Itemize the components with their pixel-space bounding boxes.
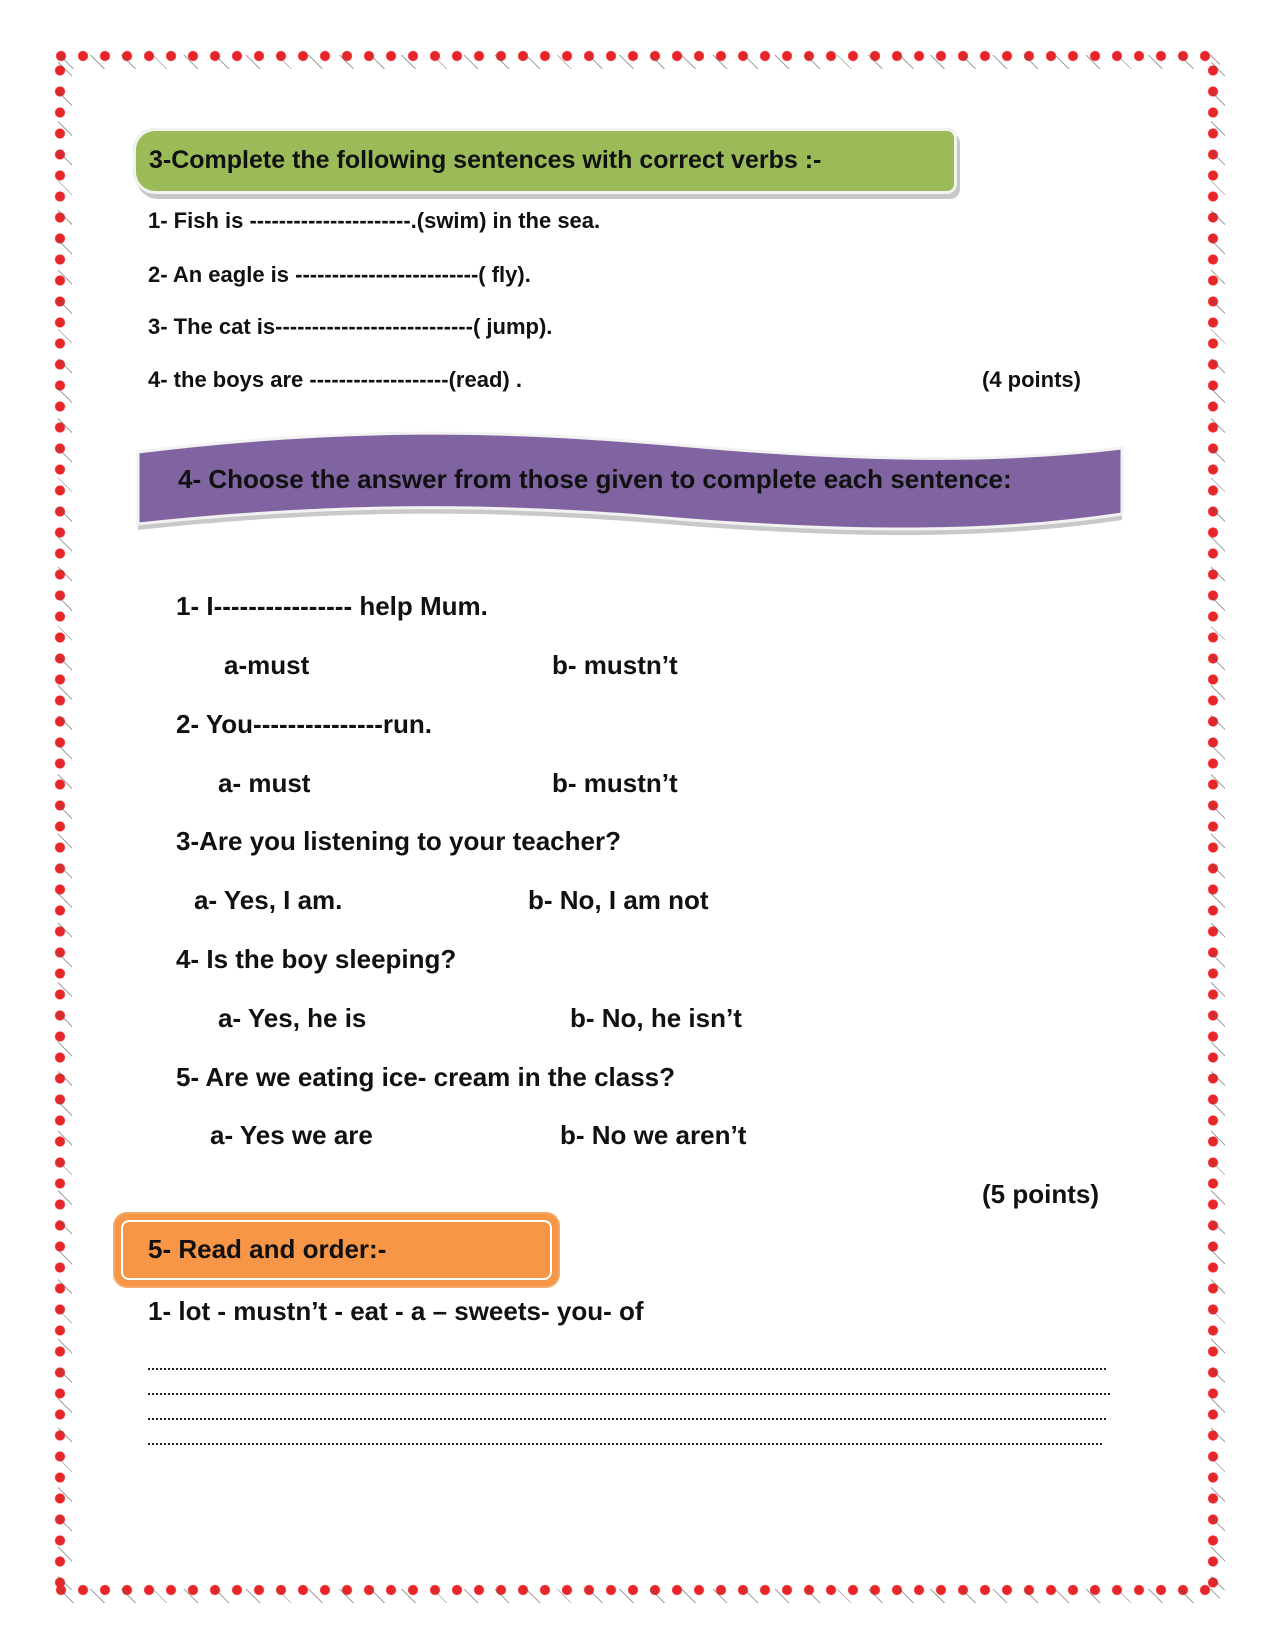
section3-banner [133,128,957,194]
border-ticks-bottom [60,1589,1220,1603]
section5-heading: 5- Read and order:- [148,1234,387,1264]
question-4: 4- Is the boy sleeping? [176,944,457,974]
question-1-option-a: a-must [224,650,310,680]
question-1: 1- I---------------- help Mum. [176,591,488,621]
section4-heading: 4- Choose the answer from those given to complete each sentence: [178,464,1012,494]
section3-item-4: 4- the boys are -------------------(read) . [148,367,522,392]
question-3: 3-Are you listening to your teacher? [176,826,621,856]
border-ticks-top [60,55,1220,69]
answer-line-3 [148,1418,1106,1420]
question-4-option-a: a- Yes, he is [218,1003,367,1033]
section3-item-3: 3- The cat is---------------------------( jump). [148,314,553,339]
question-5-option-b: b- No we aren’t [560,1120,747,1150]
answer-line-2 [148,1393,1110,1395]
section3-item-2: 2- An eagle is -------------------------( fly). [148,262,531,287]
question-3-option-a: a- Yes, I am. [194,885,343,915]
section3-item-1: 1- Fish is ----------------------.(swim) in the sea. [148,208,601,233]
answer-line-4 [148,1443,1102,1445]
question-3-option-b: b- No, I am not [528,885,709,915]
question-2-option-b: b- mustn’t [552,768,678,798]
section4-banner [130,428,1130,536]
section3-heading: 3-Complete the following sentences with correct verbs :- [149,146,822,174]
answer-line-1 [148,1368,1106,1370]
section3-points: (4 points) [982,367,1081,392]
border-ticks-right [1211,62,1225,1590]
question-4-option-b: b- No, he isn’t [570,1003,742,1033]
section4-points: (5 points) [982,1179,1099,1209]
question-2-option-a: a- must [218,768,311,798]
question-5-option-a: a- Yes we are [210,1120,373,1150]
border-ticks-left [58,62,72,1590]
section5-banner [115,1214,558,1286]
section5-item-1: 1- lot - mustn’t - eat - a – sweets- you- of [148,1296,644,1326]
question-5: 5- Are we eating ice- cream in the class? [176,1062,676,1092]
question-1-option-b: b- mustn’t [552,650,678,680]
question-2: 2- You---------------run. [176,709,433,739]
